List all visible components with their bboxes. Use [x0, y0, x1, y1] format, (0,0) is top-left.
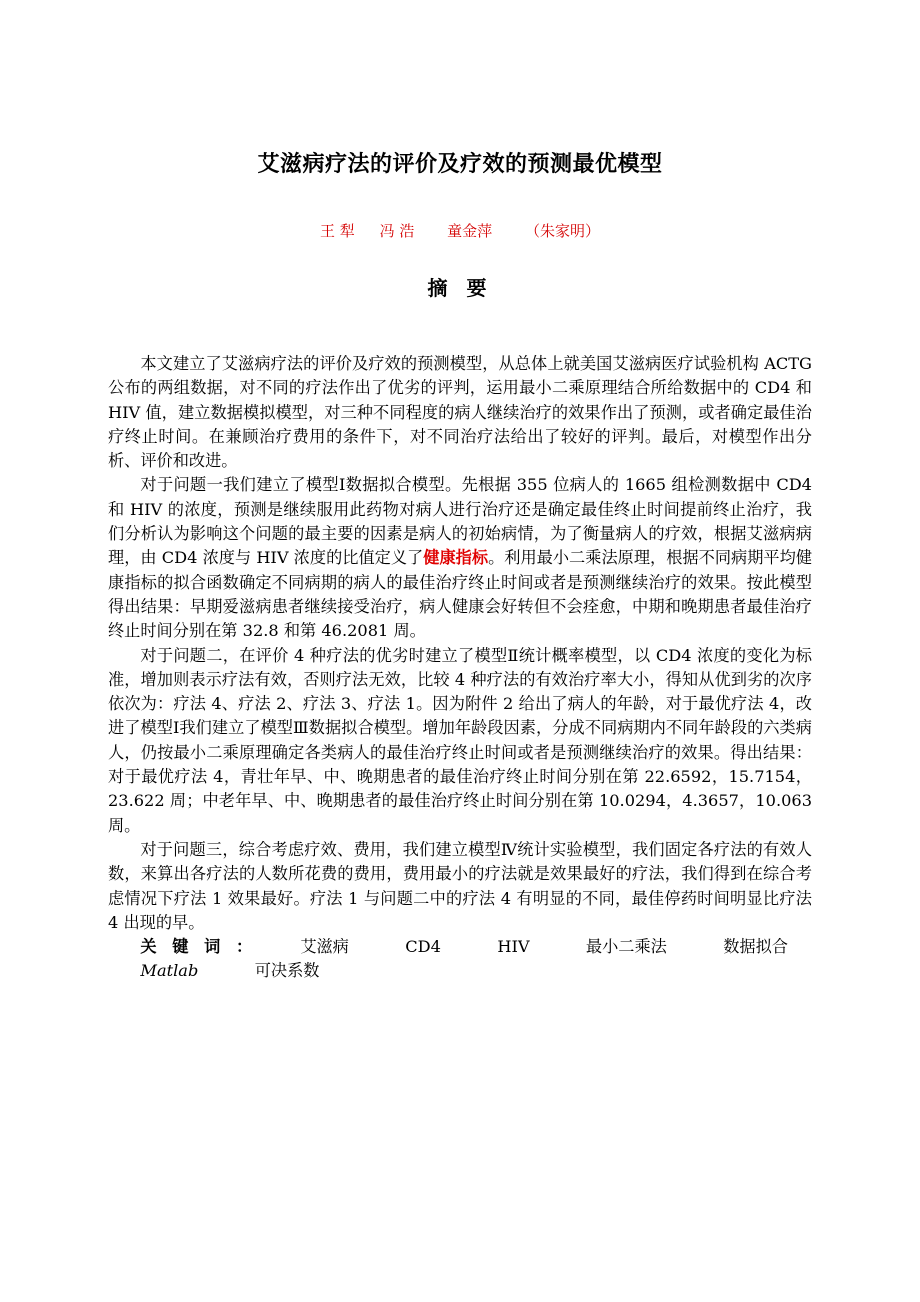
author-3: 童金萍: [447, 222, 493, 240]
keywords-line: [108, 935, 812, 984]
paragraph-2-text-b: 。利用最小二乘法原理，根据不同病期平均健康指标的拟合函数确定不同病期的病人的最佳治疗终止时间或者是预测继续治疗的效果。按此模型得出结果：早期爱滋病患者继续接受治疗，病人健康会好转但不会痊愈，中期和晚期患者最佳治疗终止时间分别在第 32.8 和第 46.2081 周。: [108, 548, 813, 641]
keyword-item: 可决系数: [254, 961, 320, 981]
keyword-item: Matlab: [140, 961, 199, 981]
keyword-item: CD4: [405, 937, 441, 957]
abstract-paragraph-4: 对于问题三，综合考虑疗效、费用，我们建立模型Ⅳ统计实验模型，我们固定各疗法的有效人数，来算出各疗法的人数所花费的费用，费用最小的疗法就是效果最好的疗法，我们得到在综合考虑情况下疗法 1 效果最好。疗法 1 与问题二中的疗法 4 有明显的不同，最佳停药时间明显比疗法 4 出现的早。: [108, 839, 812, 932]
abstract-paragraph-2: [108, 473, 812, 643]
author-advisor: （朱家明）: [524, 222, 600, 240]
keyword-item: 艾滋病: [300, 937, 349, 957]
keyword-item: 最小二乘法: [585, 937, 667, 957]
author-1: 王 犁: [320, 222, 355, 240]
abstract-body: [108, 352, 812, 984]
keyword-item: HIV: [497, 937, 530, 957]
author-line: [0, 220, 920, 242]
author-2: 冯 浩: [379, 222, 415, 240]
page-title: 艾滋病疗法的评价及疗效的预测最优模型: [257, 152, 663, 177]
health-index-term: 健康指标: [423, 548, 489, 568]
abstract-paragraph-3: 对于问题二，在评价 4 种疗法的优劣时建立了模型Ⅱ统计概率模型，以 CD4 浓度的变化为标准，增加则表示疗法有效，否则疗法无效，比较 4 种疗法的有效治疗率大小，得知从优到劣的次序依次为：疗法 4、疗法 2、疗法 3、疗法 1。因为附件 2 给出了病人的年龄，对于最优疗法 4，改进了模型Ⅰ我们建立了模型Ⅲ数据拟合模型。增加年龄段因素，分成不同病期内不同年龄段的六类病人，仍按最小二乘原理确定各类病人的最佳治疗终止时间或者是预测继续治疗的效果。得出结果：对于最优疗法 4，青壮年早、中、晚期患者的最佳治疗终止时间分别在第 22.6592，15.7154，23.622 周；中老年早、中、晚期患者的最佳治疗终止时间分别在第 10.0294，4.3657，10.063 周。: [108, 645, 812, 835]
keywords-label: 关键词：: [140, 937, 268, 957]
keyword-item: 数据拟合: [723, 937, 788, 957]
abstract-heading: 摘 要: [427, 276, 493, 300]
abstract-paragraph-1: 本文建立了艾滋病疗法的评价及疗效的预测模型，从总体上就美国艾滋病医疗试验机构 ACTG 公布的两组数据，对不同的疗法作出了优劣的评判，运用最小二乘原理结合所给数据中的 CD4 和 HIV 值，建立数据模拟模型，对三种不同程度的病人继续治疗的效果作出了预测，或者确定最佳治疗终止时间。在兼顾治疗费用的条件下，对不同治疗法给出了较好的评判。最后，对模型作出分析、评价和改进。: [108, 354, 812, 471]
paragraph-2-text-a: 对于问题一我们建立了模型Ⅰ数据拟合模型。先根据 355 位病人的 1665 组检测数据中 CD4 和 HIV 的浓度，预测是继续服用此药物对病人进行治疗还是确定最佳终止时间提前终止治疗，我们分析认为影响这个问题的最主要的因素是病人的初始病情，为了衡量病人的疗效，根据艾滋病病理，由 CD4 浓度与 HIV 浓度的比值定义了: [108, 475, 812, 568]
